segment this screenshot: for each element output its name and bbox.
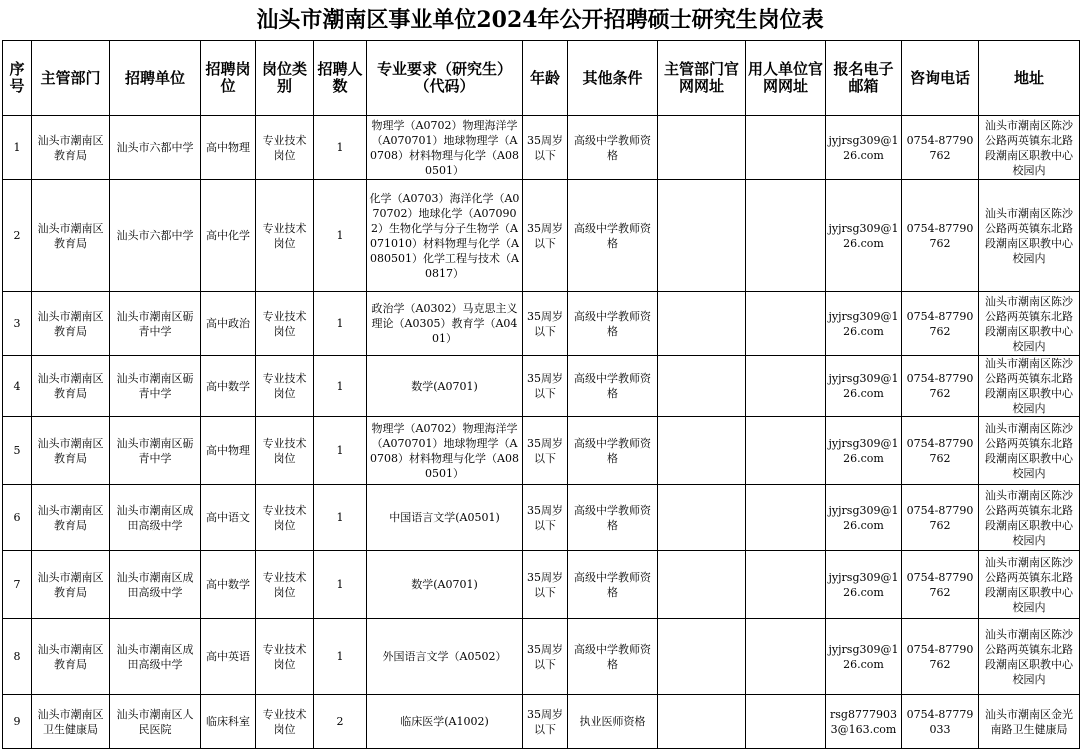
cell-unit: 汕头市六都中学 — [110, 116, 201, 180]
table-body — [3, 116, 1080, 749]
cell-unit-site — [746, 485, 826, 551]
cell-phone: 0754-87790762 — [902, 485, 979, 551]
header-dept-site: 主管部门官网网址 — [658, 41, 746, 116]
table-header-row — [3, 41, 1080, 116]
header-count: 招聘人数 — [314, 41, 367, 116]
table-row — [3, 417, 1080, 485]
cell-count: 1 — [314, 485, 367, 551]
header-age: 年龄 — [523, 41, 568, 116]
cell-other: 高级中学教师资格 — [568, 551, 658, 619]
cell-phone: 0754-87790762 — [902, 417, 979, 485]
cell-post: 高中化学 — [201, 180, 256, 292]
cell-email: jyjrsg309@126.com — [826, 180, 902, 292]
header-email: 报名电子邮箱 — [826, 41, 902, 116]
cell-major: 化学（A0703）海洋化学（A070702）地球化学（A070902）生物化学与分子生物学（A071010）材料物理与化学（A080501）化学工程与技术（A0817） — [367, 180, 523, 292]
cell-age: 35周岁以下 — [523, 417, 568, 485]
cell-seq: 7 — [3, 551, 32, 619]
cell-age: 35周岁以下 — [523, 485, 568, 551]
table-row — [3, 356, 1080, 417]
table-row — [3, 485, 1080, 551]
cell-unit-site — [746, 116, 826, 180]
cell-other: 执业医师资格 — [568, 695, 658, 749]
cell-count: 2 — [314, 695, 367, 749]
cell-phone: 0754-87790762 — [902, 292, 979, 356]
cell-unit: 汕头市潮南区砺青中学 — [110, 356, 201, 417]
cell-dept: 汕头市潮南区卫生健康局 — [32, 695, 110, 749]
cell-email: jyjrsg309@126.com — [826, 292, 902, 356]
cell-major: 外国语言文学（A0502） — [367, 619, 523, 695]
cell-seq: 8 — [3, 619, 32, 695]
cell-post: 高中物理 — [201, 417, 256, 485]
cell-seq: 4 — [3, 356, 32, 417]
cell-seq: 6 — [3, 485, 32, 551]
cell-unit-site — [746, 551, 826, 619]
header-unit-site: 用人单位官网网址 — [746, 41, 826, 116]
cell-age: 35周岁以下 — [523, 356, 568, 417]
cell-other: 高级中学教师资格 — [568, 292, 658, 356]
cell-email: jyjrsg309@126.com — [826, 356, 902, 417]
cell-other: 高级中学教师资格 — [568, 116, 658, 180]
cell-address: 汕头市潮南区陈沙公路两英镇东北路段潮南区职教中心校园内 — [979, 116, 1080, 180]
cell-count: 1 — [314, 356, 367, 417]
table-row — [3, 619, 1080, 695]
cell-address: 汕头市潮南区陈沙公路两英镇东北路段潮南区职教中心校园内 — [979, 551, 1080, 619]
cell-major: 中国语言文学(A0501) — [367, 485, 523, 551]
cell-post: 高中政治 — [201, 292, 256, 356]
cell-count: 1 — [314, 180, 367, 292]
cell-age: 35周岁以下 — [523, 180, 568, 292]
cell-category: 专业技术岗位 — [256, 695, 314, 749]
cell-age: 35周岁以下 — [523, 551, 568, 619]
cell-category: 专业技术岗位 — [256, 551, 314, 619]
cell-other: 高级中学教师资格 — [568, 180, 658, 292]
cell-other: 高级中学教师资格 — [568, 417, 658, 485]
cell-post: 高中数学 — [201, 356, 256, 417]
header-unit: 招聘单位 — [110, 41, 201, 116]
cell-phone: 0754-87790762 — [902, 356, 979, 417]
table-row — [3, 551, 1080, 619]
cell-dept-site — [658, 292, 746, 356]
cell-dept-site — [658, 116, 746, 180]
cell-count: 1 — [314, 292, 367, 356]
cell-dept-site — [658, 356, 746, 417]
cell-other: 高级中学教师资格 — [568, 485, 658, 551]
cell-major: 政治学（A0302）马克思主义理论（A0305）教育学（A0401） — [367, 292, 523, 356]
cell-email: jyjrsg309@126.com — [826, 116, 902, 180]
cell-phone: 0754-87790762 — [902, 180, 979, 292]
cell-post: 高中物理 — [201, 116, 256, 180]
cell-major: 数学(A0701) — [367, 356, 523, 417]
header-dept: 主管部门 — [32, 41, 110, 116]
header-seq: 序号 — [3, 41, 32, 116]
cell-seq: 9 — [3, 695, 32, 749]
cell-dept-site — [658, 551, 746, 619]
page-title: 汕头市潮南区事业单位2024年公开招聘硕士研究生岗位表 — [256, 7, 824, 33]
cell-address: 汕头市潮南区陈沙公路两英镇东北路段潮南区职教中心校园内 — [979, 180, 1080, 292]
cell-unit: 汕头市潮南区成田高级中学 — [110, 551, 201, 619]
header-post: 招聘岗位 — [201, 41, 256, 116]
cell-major: 物理学（A0702）物理海洋学（A070701）地球物理学（A0708）材料物理与化学（A080501） — [367, 417, 523, 485]
cell-dept-site — [658, 485, 746, 551]
cell-dept: 汕头市潮南区教育局 — [32, 116, 110, 180]
cell-address: 汕头市潮南区陈沙公路两英镇东北路段潮南区职教中心校园内 — [979, 619, 1080, 695]
cell-category: 专业技术岗位 — [256, 180, 314, 292]
table-row — [3, 116, 1080, 180]
cell-major: 物理学（A0702）物理海洋学（A070701）地球物理学（A0708）材料物理与化学（A080501） — [367, 116, 523, 180]
cell-dept-site — [658, 695, 746, 749]
cell-age: 35周岁以下 — [523, 695, 568, 749]
cell-dept: 汕头市潮南区教育局 — [32, 551, 110, 619]
cell-unit: 汕头市潮南区砺青中学 — [110, 292, 201, 356]
cell-dept: 汕头市潮南区教育局 — [32, 356, 110, 417]
cell-unit-site — [746, 356, 826, 417]
cell-category: 专业技术岗位 — [256, 116, 314, 180]
cell-unit: 汕头市潮南区人民医院 — [110, 695, 201, 749]
table-row — [3, 695, 1080, 749]
cell-age: 35周岁以下 — [523, 292, 568, 356]
cell-email: jyjrsg309@126.com — [826, 485, 902, 551]
cell-unit-site — [746, 619, 826, 695]
cell-unit: 汕头市六都中学 — [110, 180, 201, 292]
cell-phone: 0754-87790762 — [902, 619, 979, 695]
cell-other: 高级中学教师资格 — [568, 356, 658, 417]
cell-count: 1 — [314, 551, 367, 619]
header-category: 岗位类别 — [256, 41, 314, 116]
header-address: 地址 — [979, 41, 1080, 116]
cell-category: 专业技术岗位 — [256, 619, 314, 695]
cell-major: 数学(A0701) — [367, 551, 523, 619]
cell-email: jyjrsg309@126.com — [826, 551, 902, 619]
cell-email: jyjrsg309@126.com — [826, 619, 902, 695]
cell-address: 汕头市潮南区陈沙公路两英镇东北路段潮南区职教中心校园内 — [979, 356, 1080, 417]
table-row — [3, 292, 1080, 356]
cell-age: 35周岁以下 — [523, 619, 568, 695]
cell-dept-site — [658, 417, 746, 485]
cell-unit-site — [746, 417, 826, 485]
cell-address: 汕头市潮南区陈沙公路两英镇东北路段潮南区职教中心校园内 — [979, 292, 1080, 356]
cell-seq: 2 — [3, 180, 32, 292]
cell-dept: 汕头市潮南区教育局 — [32, 485, 110, 551]
cell-unit-site — [746, 180, 826, 292]
cell-seq: 3 — [3, 292, 32, 356]
cell-phone: 0754-87779033 — [902, 695, 979, 749]
cell-address: 汕头市潮南区陈沙公路两英镇东北路段潮南区职教中心校园内 — [979, 417, 1080, 485]
cell-post: 高中语文 — [201, 485, 256, 551]
cell-unit: 汕头市潮南区成田高级中学 — [110, 485, 201, 551]
cell-dept: 汕头市潮南区教育局 — [32, 417, 110, 485]
cell-unit: 汕头市潮南区砺青中学 — [110, 417, 201, 485]
cell-category: 专业技术岗位 — [256, 417, 314, 485]
header-other: 其他条件 — [568, 41, 658, 116]
cell-count: 1 — [314, 619, 367, 695]
cell-dept: 汕头市潮南区教育局 — [32, 619, 110, 695]
cell-dept-site — [658, 619, 746, 695]
header-major: 专业要求（研究生）（代码） — [367, 41, 523, 116]
cell-major: 临床医学(A1002) — [367, 695, 523, 749]
cell-post: 临床科室 — [201, 695, 256, 749]
cell-email: rsg87779033@163.com — [826, 695, 902, 749]
cell-dept: 汕头市潮南区教育局 — [32, 180, 110, 292]
cell-email: jyjrsg309@126.com — [826, 417, 902, 485]
cell-seq: 5 — [3, 417, 32, 485]
cell-category: 专业技术岗位 — [256, 485, 314, 551]
header-phone: 咨询电话 — [902, 41, 979, 116]
cell-other: 高级中学教师资格 — [568, 619, 658, 695]
cell-count: 1 — [314, 417, 367, 485]
positions-table — [2, 40, 1080, 749]
cell-age: 35周岁以下 — [523, 116, 568, 180]
cell-address: 汕头市潮南区金光南路卫生健康局 — [979, 695, 1080, 749]
table-row — [3, 180, 1080, 292]
cell-unit-site — [746, 292, 826, 356]
cell-phone: 0754-87790762 — [902, 116, 979, 180]
cell-seq: 1 — [3, 116, 32, 180]
cell-dept-site — [658, 180, 746, 292]
cell-unit: 汕头市潮南区成田高级中学 — [110, 619, 201, 695]
cell-category: 专业技术岗位 — [256, 356, 314, 417]
cell-post: 高中数学 — [201, 551, 256, 619]
cell-category: 专业技术岗位 — [256, 292, 314, 356]
cell-post: 高中英语 — [201, 619, 256, 695]
cell-address: 汕头市潮南区陈沙公路两英镇东北路段潮南区职教中心校园内 — [979, 485, 1080, 551]
cell-phone: 0754-87790762 — [902, 551, 979, 619]
cell-count: 1 — [314, 116, 367, 180]
cell-dept: 汕头市潮南区教育局 — [32, 292, 110, 356]
cell-unit-site — [746, 695, 826, 749]
